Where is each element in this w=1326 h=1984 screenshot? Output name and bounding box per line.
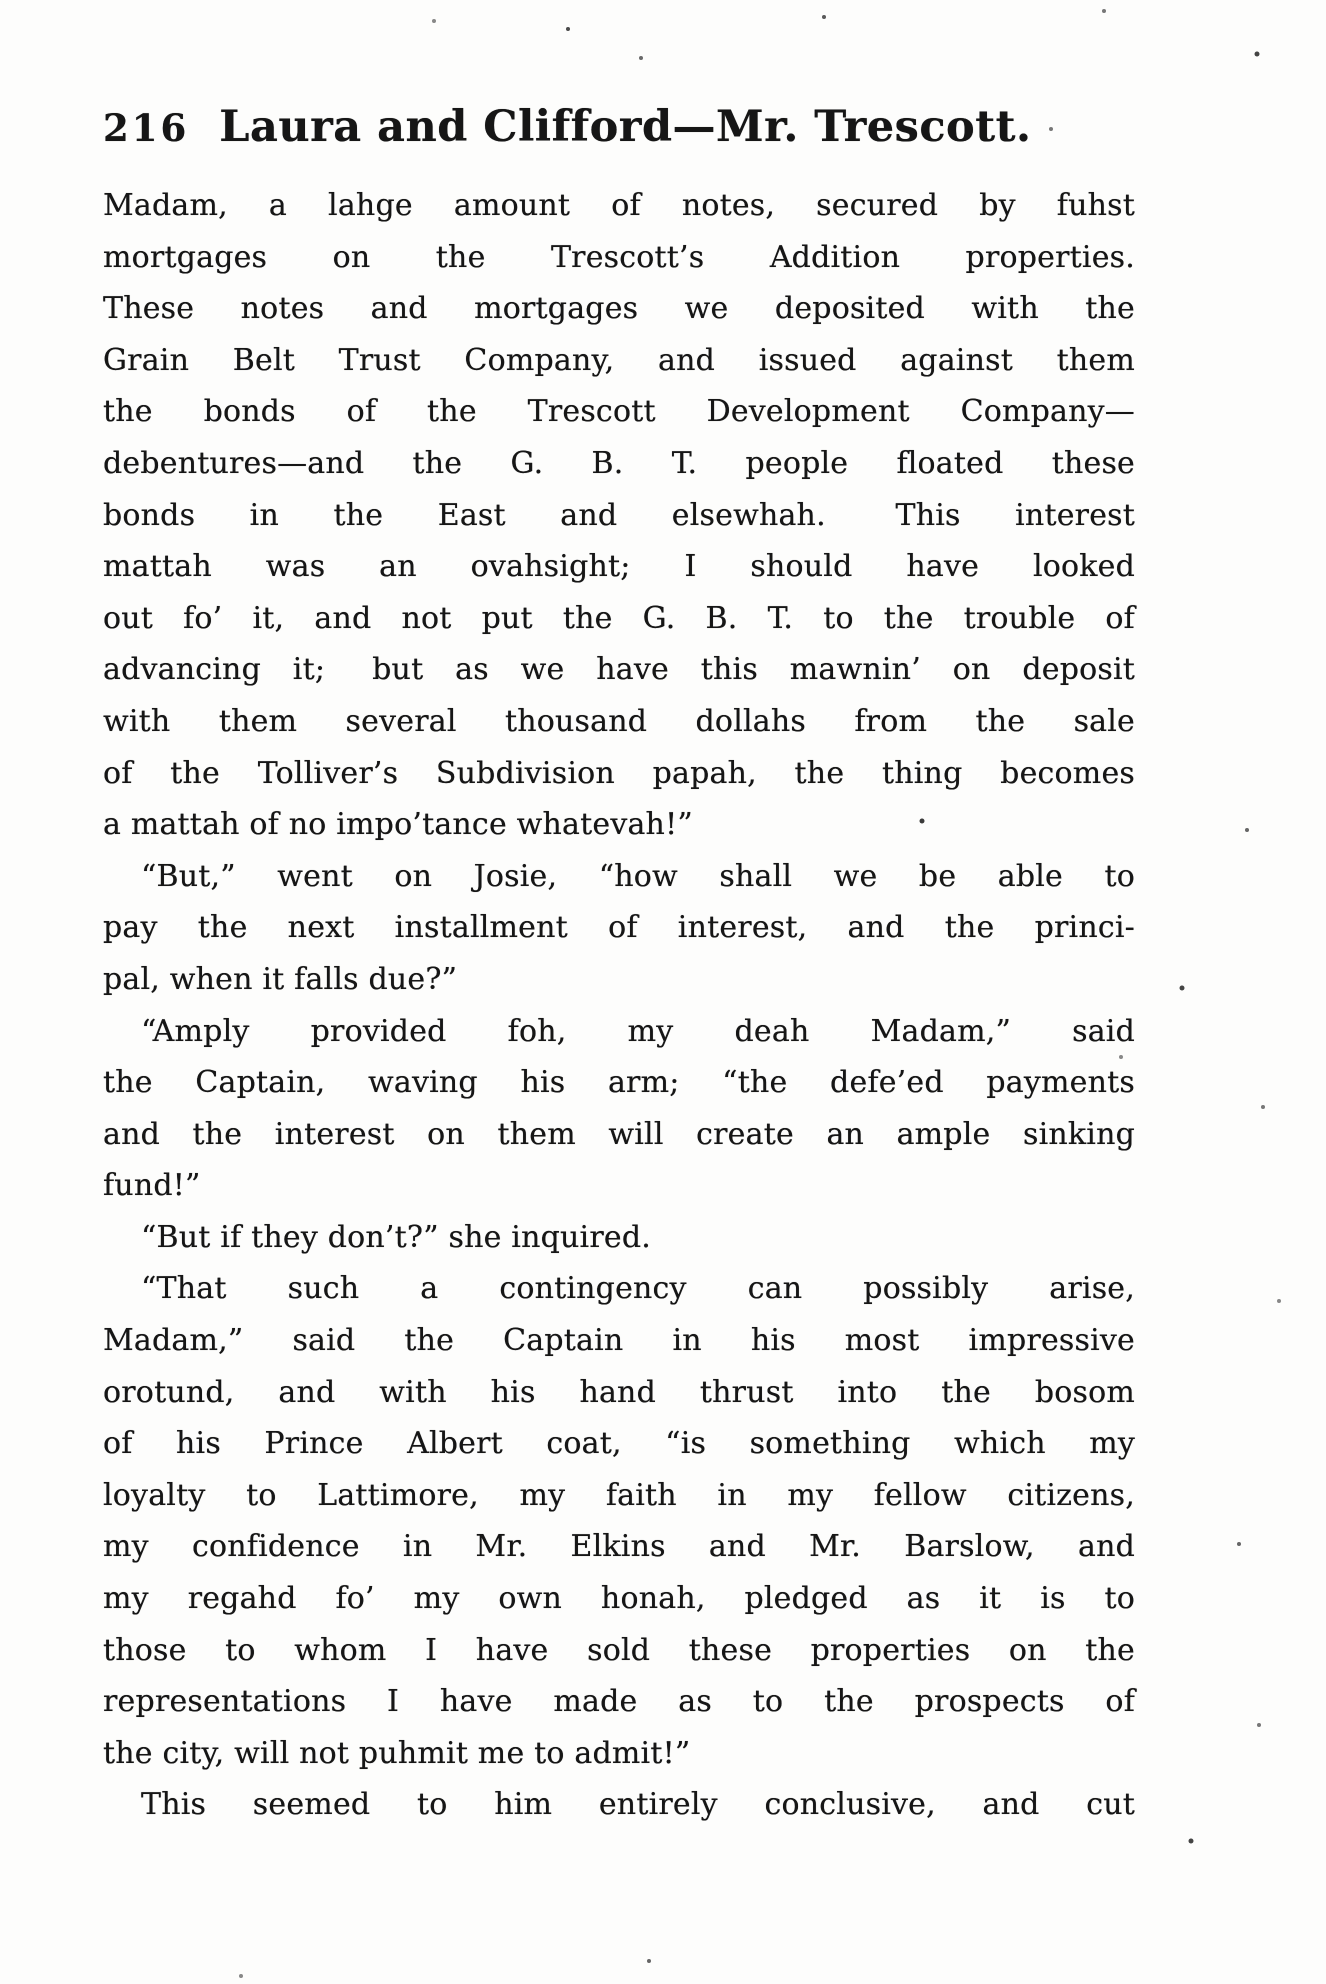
text-line: the city, will not puhmit me to admit!” bbox=[103, 1735, 691, 1771]
text-line: of his Prince Albert coat, “is something which my bbox=[103, 1426, 1135, 1462]
text-line: This seemed to him entirely conclusive, and cut bbox=[141, 1787, 1135, 1823]
scan-noise bbox=[0, 0, 2, 2]
text-line: Grain Belt Trust Company, and issued against them bbox=[103, 342, 1135, 378]
text-line: bonds in the East and elsewhah. This interest bbox=[103, 497, 1135, 533]
text-line: debentures—and the G. B. T. people floated these bbox=[103, 445, 1135, 481]
page-body bbox=[103, 180, 1135, 1831]
page-header bbox=[103, 102, 1031, 152]
page-number: 216 bbox=[103, 106, 190, 150]
text-line: out fo’ it, and not put the G. B. T. to the trouble of bbox=[103, 600, 1135, 636]
text-line: with them several thousand dollahs from the sale bbox=[103, 703, 1135, 739]
text-line: fund!” bbox=[103, 1168, 201, 1204]
text-line: “But,” went on Josie, “how shall we be able to bbox=[141, 858, 1135, 894]
text-line: my regahd fo’ my own honah, pledged as it is to bbox=[103, 1581, 1135, 1617]
text-line: “Amply provided foh, my deah Madam,” said bbox=[141, 1013, 1135, 1049]
text-line: of the Tolliver’s Subdivision papah, the thing becomes bbox=[103, 755, 1135, 791]
text-line: “But if they don’t?” she inquired. bbox=[141, 1219, 651, 1255]
text-line: those to whom I have sold these properties on the bbox=[103, 1632, 1135, 1668]
text-line: Madam,” said the Captain in his most impressive bbox=[103, 1323, 1135, 1359]
text-line: representations I have made as to the prospects of bbox=[103, 1684, 1135, 1720]
text-line: the bonds of the Trescott Development Company— bbox=[103, 394, 1135, 430]
text-line: loyalty to Lattimore, my faith in my fellow citizens, bbox=[103, 1477, 1135, 1513]
text-line: pay the next installment of interest, and the princi- bbox=[103, 910, 1135, 946]
text-line: the Captain, waving his arm; “the defe’ed payments bbox=[103, 1065, 1135, 1101]
text-line: mortgages on the Trescott’s Addition properties. bbox=[103, 239, 1135, 275]
text-line: my confidence in Mr. Elkins and Mr. Barslow, and bbox=[103, 1529, 1135, 1565]
text-line: These notes and mortgages we deposited with the bbox=[103, 291, 1135, 327]
text-line: mattah was an ovahsight; I should have looked bbox=[103, 549, 1135, 585]
text-line: “That such a contingency can possibly arise, bbox=[141, 1271, 1135, 1307]
running-title: Laura and Clifford—Mr. Trescott. bbox=[219, 102, 1032, 152]
text-line: advancing it; but as we have this mawnin’ on deposit bbox=[103, 652, 1135, 688]
text-line: orotund, and with his hand thrust into the bosom bbox=[103, 1374, 1135, 1410]
text-line: a mattah of no impo’tance whatevah!” bbox=[103, 807, 693, 843]
text-line: pal, when it falls due?” bbox=[103, 961, 458, 997]
text-line: Madam, a lahge amount of notes, secured by fuhst bbox=[103, 188, 1135, 223]
text-line: and the interest on them will create an ample sinking bbox=[103, 1116, 1135, 1152]
